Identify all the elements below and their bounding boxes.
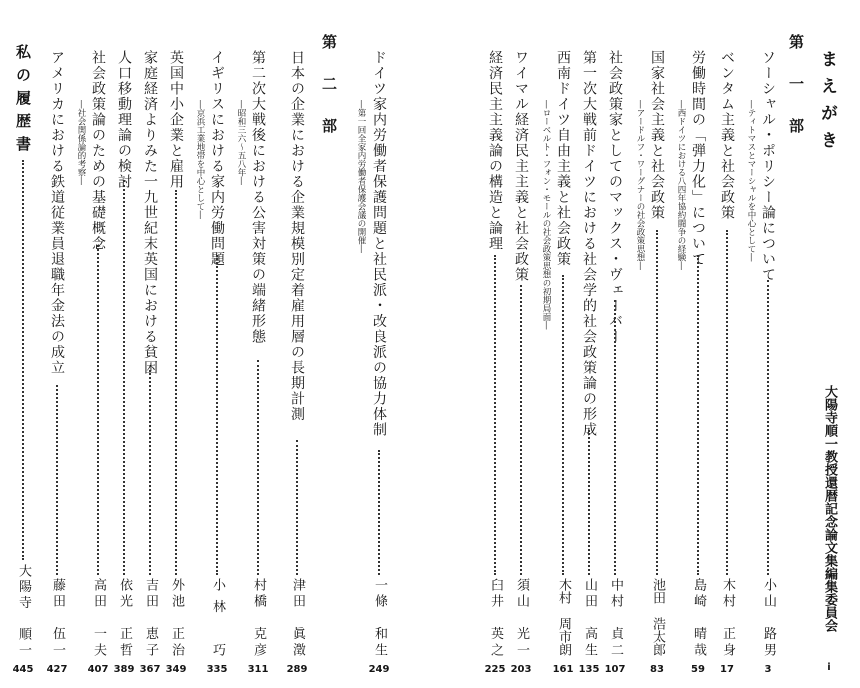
dot-leader [123,180,125,575]
entry-page-number: 107 [604,664,626,675]
toc-entry-17-subtitle-column [70,30,92,680]
entry-title: 英国中小企業と雇用 [168,50,184,190]
entry-author: 津田 眞澂 [290,578,305,656]
entry-author: 藤田 伍一 [50,578,65,656]
entry-title: アメリカにおける鉄道従業員退職年金法の成立 [49,50,65,376]
dot-leader [767,280,769,575]
entry-title: 社会政策家としてのマックス・ヴェーバー [607,50,623,345]
entry-subtitle: ―西ドイツにおける八四年協約闘争の経験― [676,100,686,270]
toc-entry-15[interactable] [139,30,161,680]
entry-page-number: 59 [691,664,705,675]
entry-page-number: 311 [247,664,269,675]
entry-page-number: 445 [12,664,34,675]
entry-author: 大陽寺 順一 [16,564,31,656]
dot-leader [296,440,298,575]
entry-title: イギリスにおける家内労働問題 [209,50,225,267]
toc-entry-2[interactable] [716,30,738,680]
entry-author: 依光 正哲 [117,578,132,656]
entry-title: 第一次大戦前ドイツにおける社会学的社会政策論の形成 [581,50,597,438]
entry-title: 日本の企業における企業規模別定着雇用層の長期計測 [289,50,305,422]
toc-personal-history[interactable] [12,30,34,680]
entry-page-number: 407 [87,664,109,675]
dot-leader [175,190,177,575]
entry-author: 木村 周市朗 [556,578,571,656]
entry-subtitle: ―アードルフ・ワーグナーの社会政策思想― [635,100,645,270]
entry-page-number: 335 [206,664,228,675]
entry-author: 高田 一夫 [91,578,106,656]
entry-page-number: 3 [764,664,772,675]
entry-author: 池田 浩太郎 [650,578,665,656]
entry-page-number: 349 [165,664,187,675]
toc-entry-7-subtitle-column [535,30,557,680]
entry-page-number: 389 [113,664,135,675]
entry-page-number: 203 [510,664,532,675]
dot-leader [257,360,259,575]
entry-title: ソーシャル・ポリシー論について [760,50,776,283]
toc-entry-8[interactable] [510,30,532,680]
toc-entry-5[interactable] [604,30,626,680]
dot-leader [562,275,564,575]
entry-page-number: 249 [368,664,390,675]
toc-entry-4-subtitle-column [629,30,651,680]
toc-entry-1-subtitle-column [740,30,762,680]
entry-subtitle: ―社会関係論的考察― [76,100,86,185]
entry-author: 一條 和生 [372,578,387,656]
entry-title: ドイツ家内労働者保護問題と社民派・改良派の協力体制 [371,50,387,438]
entry-title: 労働時間の「弾力化」について [690,50,706,267]
toc-entry-9[interactable] [484,30,506,680]
entry-title: 国家社会主義と社会政策 [649,50,665,221]
dot-leader [22,160,24,560]
entry-author: 外池 正治 [169,578,184,656]
entry-subtitle: ―ティトマスとマーシャルを中心として― [746,100,756,262]
part2-heading: 第 二 部 [320,34,338,139]
entry-author: 中村 貞二 [608,578,623,656]
dot-leader [216,255,218,575]
entry-page-number: 289 [286,664,308,675]
toc-entry-12-subtitle-column [230,30,252,680]
toc-entry-14[interactable] [165,30,187,680]
toc-entry-16[interactable] [113,30,135,680]
entry-subtitle: ―第一回全家内労働者保護会議の開催― [356,100,366,253]
entry-title: 家庭経済よりみた一九世紀末英国における貧困 [142,50,158,376]
dot-leader [520,285,522,575]
entry-page-number: 135 [578,664,600,675]
entry-author: 吉田 恵子 [143,578,158,656]
entry-subtitle: ―ローベルト・フォン・モールの社会政策思想の初期局面― [541,100,551,330]
entry-subtitle: ―昭和三六～五八年― [236,100,246,185]
entry-author: 木村 正身 [720,578,735,656]
dot-leader [697,255,699,575]
toc-entry-18[interactable] [46,30,68,680]
toc-entry-13-subtitle-column [189,30,211,680]
toc-entry-6[interactable] [578,30,600,680]
entry-page-number: 161 [552,664,574,675]
dot-leader [726,230,728,575]
preface-author-column [818,30,840,680]
entry-author: 臼井 英之 [488,578,503,656]
dot-leader [56,385,58,575]
part2-heading-column [318,30,340,680]
part1-heading: 第 一 部 [787,34,805,139]
entry-title: 人口移動理論の検討 [116,50,132,190]
entry-author: 山田 高生 [582,578,597,656]
dot-leader [378,450,380,575]
dot-leader [149,370,151,575]
entry-title: 私の履歴書 [14,44,32,159]
dot-leader [97,245,99,575]
preface-page-number: i [827,662,831,673]
entry-title: ベンタム主義と社会政策 [719,50,735,221]
entry-page-number: 427 [46,664,68,675]
entry-subtitle: ―京浜工業地帯を中心として― [195,100,205,219]
entry-title: 第二次大戦後における公害対策の端緒形態 [250,50,266,345]
dot-leader [494,255,496,575]
toc-entry-3-subtitle-column [670,30,692,680]
toc-entry-10-subtitle-column [350,30,372,680]
entry-page-number: 83 [650,664,664,675]
entry-title: 経済民主主義論の構造と論理 [487,50,503,252]
entry-page-number: 17 [720,664,734,675]
toc-entry-11[interactable] [286,30,308,680]
entry-author: 島崎 晴哉 [691,578,706,656]
entry-page-number: 225 [484,664,506,675]
entry-page-number: 367 [139,664,161,675]
entry-title: 社会政策論のための基礎概念 [90,50,106,252]
entry-author: 村橋 克彦 [251,578,266,656]
dot-leader [614,300,616,575]
dot-leader [588,430,590,575]
part1-heading-column [785,30,807,680]
preface-title: まえがき [817,50,837,158]
entry-author: 須山 光一 [514,578,529,656]
entry-author: 小林 巧 [210,578,225,656]
preface-author: 大陽寺順一教授還暦記念論文集編集委員会 [822,385,837,632]
entry-title: 西南ドイツ自由主義と社会政策 [555,50,571,267]
entry-title: ワイマル経済民主主義と社会政策 [513,50,529,283]
dot-leader [656,230,658,575]
entry-author: 小山 路男 [761,578,776,656]
